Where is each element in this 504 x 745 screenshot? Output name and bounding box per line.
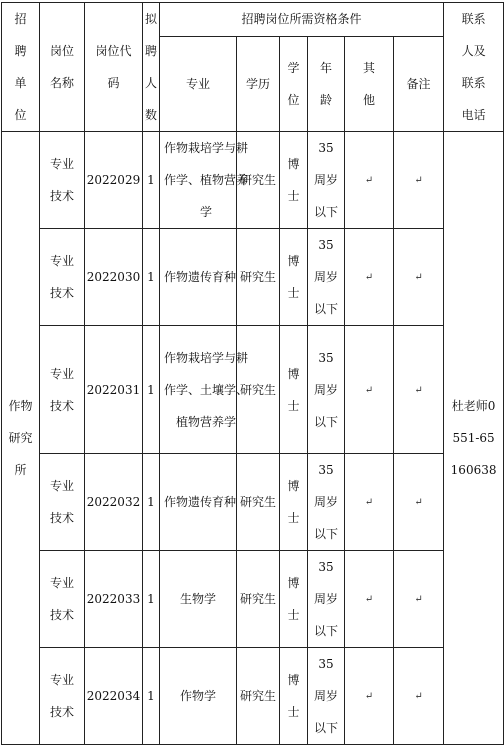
post-code-cell: 2022030 <box>85 229 143 326</box>
post-name-cell: 专业技术 <box>40 326 85 454</box>
table-row <box>2 229 504 326</box>
header-major: 专业 <box>160 36 237 131</box>
header-education: 学历 <box>237 36 280 131</box>
age-cell: 35周岁以下 <box>308 648 345 745</box>
age-cell: 35周岁以下 <box>308 454 345 551</box>
unit-cell: 作物研究所 <box>2 132 40 745</box>
post-name-cell: 专业技术 <box>40 132 85 229</box>
post-name-cell: 专业技术 <box>40 454 85 551</box>
age-cell: 35周岁以下 <box>308 229 345 326</box>
other-cell: ↵ <box>345 229 394 326</box>
remark-cell: ↵ <box>394 229 444 326</box>
header-remark: 备注 <box>394 36 444 131</box>
degree-cell: 博士 <box>280 454 308 551</box>
degree-cell: 博士 <box>280 551 308 648</box>
other-cell: ↵ <box>345 551 394 648</box>
remark-cell: ↵ <box>394 648 444 745</box>
education-cell: 研究生 <box>237 648 280 745</box>
degree-cell: 博士 <box>280 326 308 454</box>
recruitment-table <box>1 2 504 745</box>
major-cell: 作物遗传育种 <box>160 229 237 326</box>
header-degree: 学位 <box>280 36 308 131</box>
other-cell: ↵ <box>345 326 394 454</box>
remark-cell: ↵ <box>394 132 444 229</box>
major-cell: 生物学 <box>160 551 237 648</box>
age-cell: 35周岁以下 <box>308 132 345 229</box>
table-row <box>2 326 504 454</box>
education-cell: 研究生 <box>237 454 280 551</box>
degree-cell: 博士 <box>280 132 308 229</box>
education-cell: 研究生 <box>237 326 280 454</box>
age-cell: 35周岁以下 <box>308 551 345 648</box>
post-code-cell: 2022034 <box>85 648 143 745</box>
major-cell: 作物学 <box>160 648 237 745</box>
remark-cell: ↵ <box>394 326 444 454</box>
other-cell: ↵ <box>345 648 394 745</box>
table-row <box>2 648 504 745</box>
other-cell: ↵ <box>345 454 394 551</box>
header-count: 拟聘人数 <box>143 3 160 132</box>
post-code-cell: 2022031 <box>85 326 143 454</box>
age-cell: 35周岁以下 <box>308 326 345 454</box>
count-cell: 1 <box>143 229 160 326</box>
count-cell: 1 <box>143 551 160 648</box>
major-cell: 作物栽培学与耕作学、植物营养学 <box>160 132 237 229</box>
header-other: 其他 <box>345 36 394 131</box>
count-cell: 1 <box>143 454 160 551</box>
post-code-cell: 2022033 <box>85 551 143 648</box>
degree-cell: 博士 <box>280 648 308 745</box>
count-cell: 1 <box>143 326 160 454</box>
count-cell: 1 <box>143 132 160 229</box>
header-post-code: 岗位代码 <box>85 3 143 132</box>
education-cell: 研究生 <box>237 229 280 326</box>
header-age: 年龄 <box>308 36 345 131</box>
remark-cell: ↵ <box>394 551 444 648</box>
education-cell: 研究生 <box>237 551 280 648</box>
post-name-cell: 专业技术 <box>40 648 85 745</box>
remark-cell: ↵ <box>394 454 444 551</box>
table-row <box>2 132 504 229</box>
degree-cell: 博士 <box>280 229 308 326</box>
header-post-name: 岗位名称 <box>40 3 85 132</box>
header-unit: 招聘单位 <box>2 3 40 132</box>
count-cell: 1 <box>143 648 160 745</box>
education-cell: 研究生 <box>237 132 280 229</box>
post-name-cell: 专业技术 <box>40 551 85 648</box>
post-code-cell: 2022032 <box>85 454 143 551</box>
table-row <box>2 454 504 551</box>
post-code-cell: 2022029 <box>85 132 143 229</box>
header-conditions: 招聘岗位所需资格条件 <box>160 3 444 37</box>
major-cell: 作物遗传育种 <box>160 454 237 551</box>
other-cell: ↵ <box>345 132 394 229</box>
header-contact: 联系人及联系电话 <box>444 3 504 132</box>
table-row <box>2 551 504 648</box>
contact-cell: 杜老师0551-65160638 <box>444 132 504 745</box>
post-name-cell: 专业技术 <box>40 229 85 326</box>
major-cell: 作物栽培学与耕作学、土壤学、植物营养学 <box>160 326 237 454</box>
